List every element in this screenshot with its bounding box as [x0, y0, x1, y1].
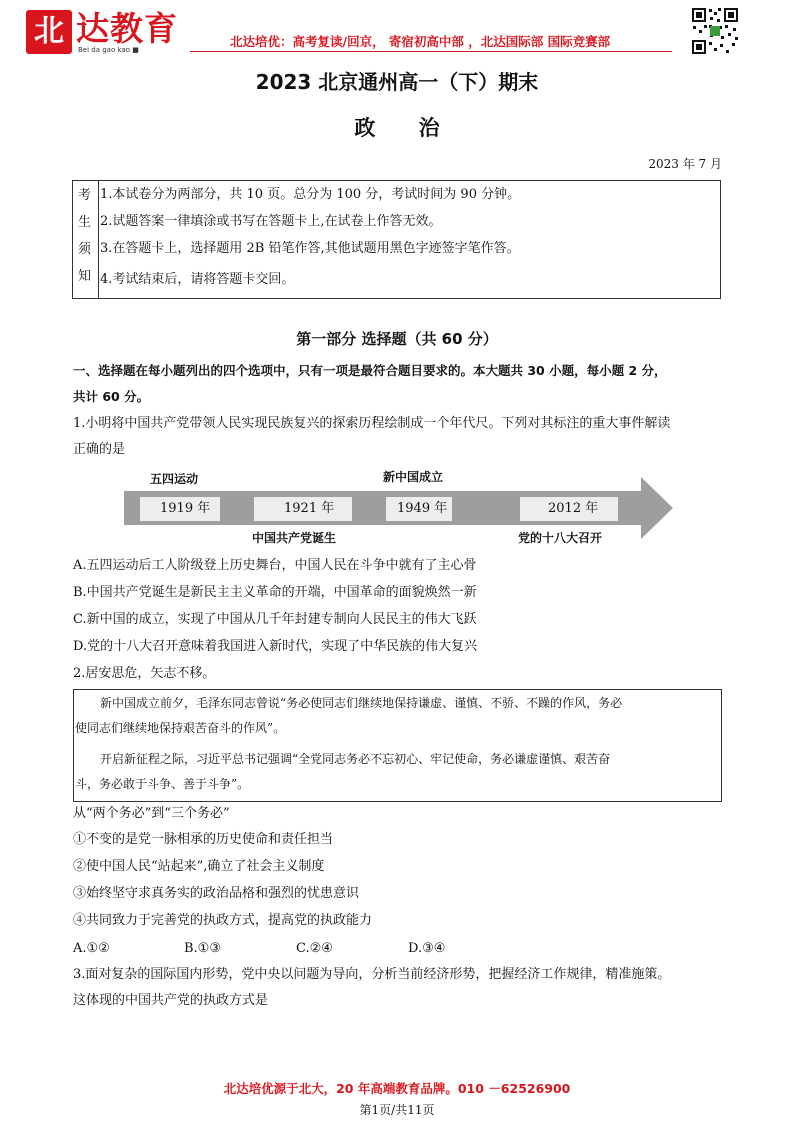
- notice-label-char: 考: [78, 188, 92, 203]
- question-stem: 1.小明将中国共产党带领人民实现民族复兴的探索历程绘制成一个年代尺。下列对其标注的重大事件解读: [73, 416, 671, 431]
- quote-line: 斗，务必敢于斗争、善于斗争”。: [75, 777, 250, 791]
- timeline-year: 1921 年: [284, 501, 335, 516]
- notice-rule: 3.在答题卡上，选择题用 2B 铅笔作答,其他试题用黑色字迹签字笔作答。: [100, 241, 520, 256]
- statement-item: ②使中国人民“站起来”,确立了社会主义制度: [73, 859, 325, 874]
- answer-option: D.党的十八大召开意味着我国进入新时代，实现了中华民族的伟大复兴: [73, 639, 478, 654]
- logo-mark: 北: [26, 10, 72, 54]
- quote-line: 新中国成立前夕，毛泽东同志曾说“务必使同志们继续地保持谦虚、谨慎、不骄、不躁的作风，务必: [100, 696, 623, 710]
- answer-choice: B.①③: [184, 941, 221, 956]
- timeline-year: 1919 年: [160, 501, 211, 516]
- notice-label-char: 知: [78, 269, 92, 284]
- answer-option: C.新中国的成立，实现了中国从几千年封建专制向人民民主的伟大飞跃: [73, 612, 477, 627]
- instruction-line: 共计 60 分。: [73, 389, 150, 404]
- statement-item: ③始终坚守求真务实的政治品格和强烈的忧患意识: [73, 886, 360, 901]
- timeline-event-label: 五四运动: [150, 472, 199, 486]
- answer-option: B.中国共产党诞生是新民主主义革命的开端，中国革命的面貌焕然一新: [73, 585, 477, 600]
- logo-subtitle: Bei da gao kao ■: [78, 46, 139, 54]
- question-stem: 3.面对复杂的国际国内形势，党中央以问题为导向，分析当前经济形势，把握经济工作规律，精准施策。: [73, 967, 671, 982]
- notice-label-char: 须: [78, 242, 92, 257]
- timeline-event-label: 中国共产党诞生: [252, 531, 337, 545]
- question-lead: 从“两个务必”到“三个务必”: [73, 806, 230, 821]
- statement-item: ①不变的是党一脉相承的历史使命和责任担当: [73, 832, 334, 847]
- notice-rule: 2.试题答案一律填涂或书写在答题卡上,在试卷上作答无效。: [100, 214, 442, 229]
- answer-choice: A.①②: [73, 941, 110, 956]
- question-stem: 2.居安思危，矢志不移。: [73, 666, 216, 681]
- timeline-year: 2012 年: [548, 501, 599, 516]
- quote-line: 使同志们继续地保持艰苦奋斗的作风”。: [75, 721, 286, 735]
- timeline-event-label: 党的十八大召开: [518, 531, 603, 545]
- subject-title: 政 治: [354, 116, 440, 140]
- qr-code-icon: [690, 6, 740, 56]
- notice-rule: 4.考试结束后，请将答题卡交回。: [100, 272, 295, 287]
- notice-label: [72, 180, 99, 299]
- answer-option: A.五四运动后工人阶级登上历史舞台，中国人民在斗争中就有了主心骨: [73, 558, 477, 573]
- notice-rule: 1.本试卷分为两部分，共 10 页。总分为 100 分，考试时间为 90 分钟。: [100, 187, 521, 202]
- header-slogan: 北达培优：高考复读/回京， 寄宿初高中部 ，北达国际部 国际竞赛部: [230, 34, 611, 49]
- statement-item: ④共同致力于完善党的执政方式，提高党的执政能力: [73, 913, 373, 928]
- question-stem: 这体现的中国共产党的执政方式是: [73, 993, 269, 1008]
- footer-ad: 北达培优源于北大，20 年高端教育品牌。010 －62526900: [223, 1081, 571, 1096]
- page-number: 第1页/共11页: [359, 1103, 435, 1117]
- exam-date: 2023 年 7 月: [648, 157, 722, 171]
- section-title: 第一部分 选择题（共 60 分）: [296, 330, 498, 348]
- answer-choice: D.③④: [408, 941, 446, 956]
- question-stem: 正确的是: [73, 442, 126, 457]
- answer-choice: C.②④: [296, 941, 333, 956]
- quote-line: 开启新征程之际，习近平总书记强调“全党同志务必不忘初心、牢记使命，务必谦虚谨慎、艰苦奋: [100, 752, 611, 766]
- instruction-line: 一、选择题在每小题列出的四个选项中，只有一项是最符合题目要求的。本大题共 30 小题，每小题 2 分，: [73, 363, 667, 378]
- page-title: 2023 北京通州高一（下）期末: [255, 70, 539, 94]
- notice-label-char: 生: [78, 215, 92, 230]
- timeline-event-label: 新中国成立: [383, 470, 444, 484]
- header-divider: [190, 51, 672, 52]
- timeline-year: 1949 年: [397, 501, 448, 516]
- logo-text: 达教育: [76, 9, 178, 48]
